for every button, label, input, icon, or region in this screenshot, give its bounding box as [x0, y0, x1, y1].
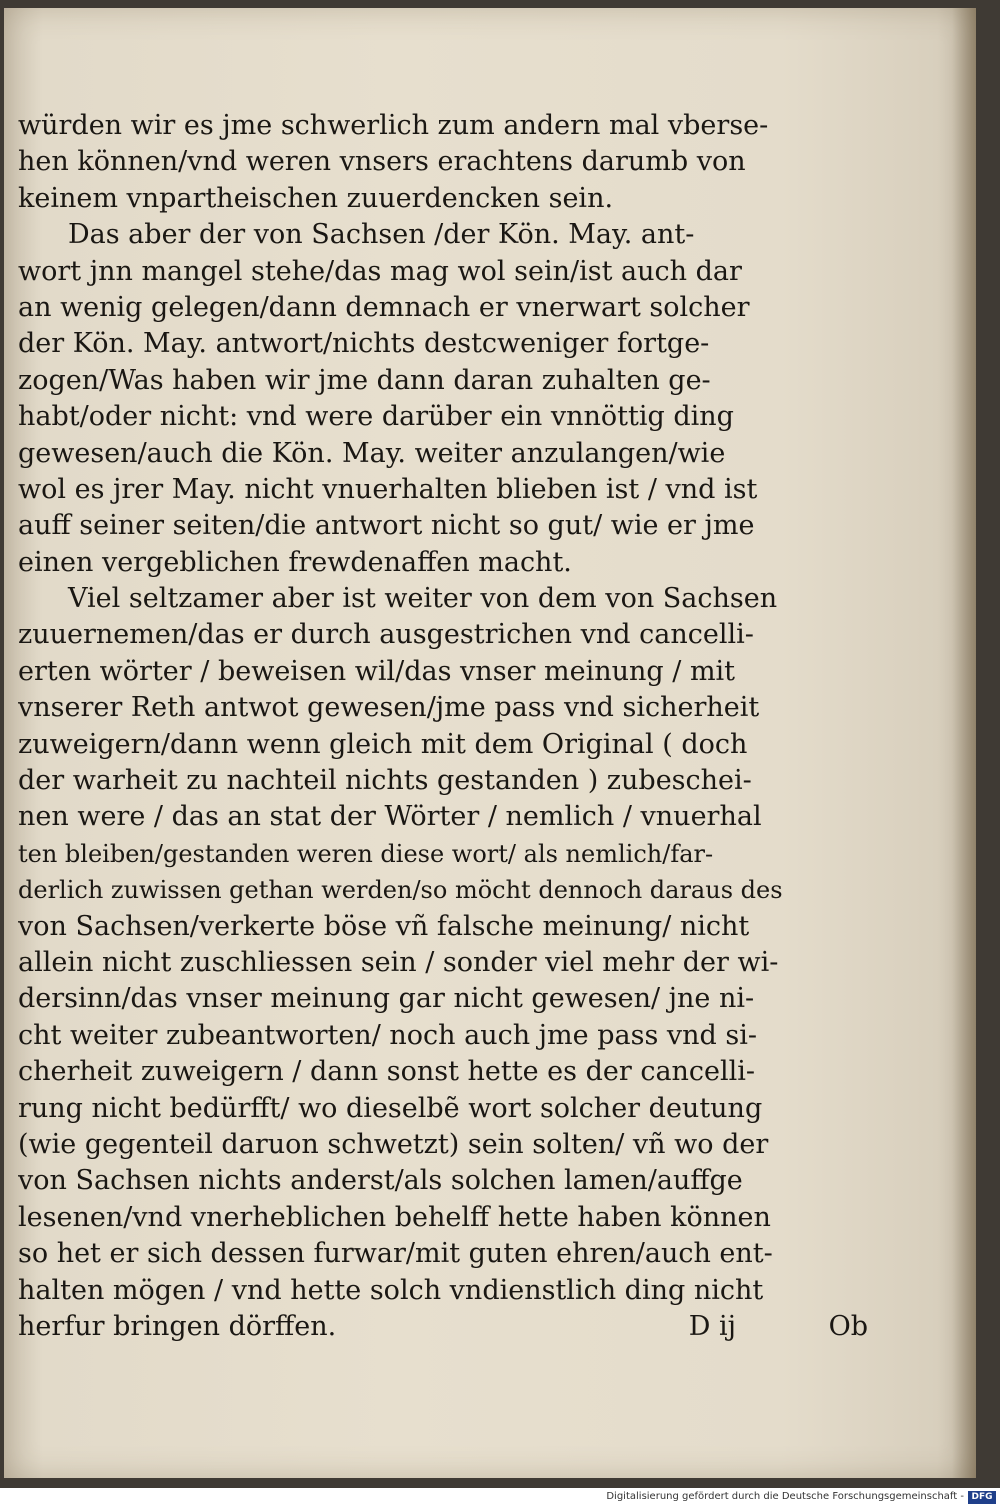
- text-line: zuuernemen/das er durch ausgestrichen vnd cancelli-: [18, 619, 754, 651]
- text-line: wol es jrer May. nicht vnuerhalten blieben ist / vnd ist: [18, 473, 758, 505]
- text-line: halten mögen / vnd hette solch vndienstlich ding nicht: [18, 1274, 764, 1306]
- text-line: erten wörter / beweisen wil/das vnser meinung / mit: [18, 655, 736, 687]
- page-edge-shadow: [952, 8, 976, 1478]
- text-line: von Sachsen nichts anderst/als solchen lamen/auffge: [18, 1165, 743, 1197]
- text-line: vnserer Reth antwot gewesen/jme pass vnd sicherheit: [18, 692, 760, 724]
- paragraph-start-line: Das aber der von Sachsen /der Kön. May. ant-: [68, 219, 695, 251]
- text-line: hen können/vnd weren vnsers erachtens darumb von: [18, 146, 746, 178]
- text-line: keinem vnpartheischen zuuerdencken sein.: [18, 182, 614, 214]
- text-line: rung nicht bedürfft/ wo dieselbẽ wort solcher deutung: [18, 1092, 763, 1124]
- text-line: von Sachsen/verkerte böse vñ falsche meinung/ nicht: [18, 910, 750, 942]
- text-line: zuweigern/dann wenn gleich mit dem Original ( doch: [18, 728, 748, 760]
- text-line: (wie gegenteil daruon schwetzt) sein solten/ vñ wo der: [18, 1128, 769, 1160]
- final-line: [18, 1309, 868, 1345]
- text-line: an wenig gelegen/dann demnach er vnerwart solcher: [18, 291, 750, 323]
- text-line: habt/oder nicht: vnd were darüber ein vnnöttig ding: [18, 401, 734, 433]
- last-text-line: herfur bringen dörffen.: [18, 1310, 337, 1342]
- text-line: so het er sich dessen furwar/mit guten ehren/auch ent-: [18, 1238, 773, 1270]
- signature-mark: D ij: [688, 1310, 736, 1342]
- book-page: [4, 8, 976, 1478]
- text-line: allein nicht zuschliessen sein / sonder viel mehr der wi-: [18, 946, 779, 978]
- text-line: der Kön. May. antwort/nichts destcweniger fortge-: [18, 328, 710, 360]
- text-line: cherheit zuweigern / dann sonst hette es der cancelli-: [18, 1056, 756, 1088]
- text-line: auff seiner seiten/die antwort nicht so gut/ wie er jme: [18, 510, 755, 542]
- text-line: zogen/Was haben wir jme dann daran zuhalten ge-: [18, 364, 711, 396]
- catchword: Ob: [828, 1310, 868, 1342]
- text-line: nen were / das an stat der Wörter / nemlich / vnuerhal: [18, 801, 762, 833]
- footer-credit: Digitalisierung gefördert durch die Deutsche Forschungsgemeinschaft -: [606, 1491, 964, 1502]
- text-line: lesenen/vnd vnerheblichen behelff hette haben können: [18, 1201, 771, 1233]
- text-line: wort jnn mangel stehe/das mag wol sein/ist auch dar: [18, 255, 742, 287]
- text-line: würden wir es jme schwerlich zum andern mal vberse-: [18, 110, 769, 141]
- dfg-logo: DFG: [968, 1491, 996, 1504]
- text-line: einen vergeblichen frewdenaffen macht.: [18, 546, 572, 578]
- paragraph-start-line: Viel seltzamer aber ist weiter von dem von Sachsen: [68, 583, 778, 615]
- text-line: cht weiter zubeantworten/ noch auch jme pass vnd si-: [18, 1019, 758, 1051]
- text-line: ten bleiben/gestanden weren diese wort/ als nemlich/far-: [18, 839, 714, 868]
- text-line: derlich zuwissen gethan werden/so möcht dennoch daraus des: [18, 876, 783, 905]
- digitization-footer: [0, 1488, 1000, 1508]
- text-line: der warheit zu nachteil nichts gestanden ) zubeschei-: [18, 765, 752, 797]
- text-line: gewesen/auch die Kön. May. weiter anzulangen/wie: [18, 437, 726, 469]
- text-line: dersinn/das vnser meinung gar nicht gewesen/ jne ni-: [18, 983, 755, 1015]
- body-text: [18, 108, 868, 1345]
